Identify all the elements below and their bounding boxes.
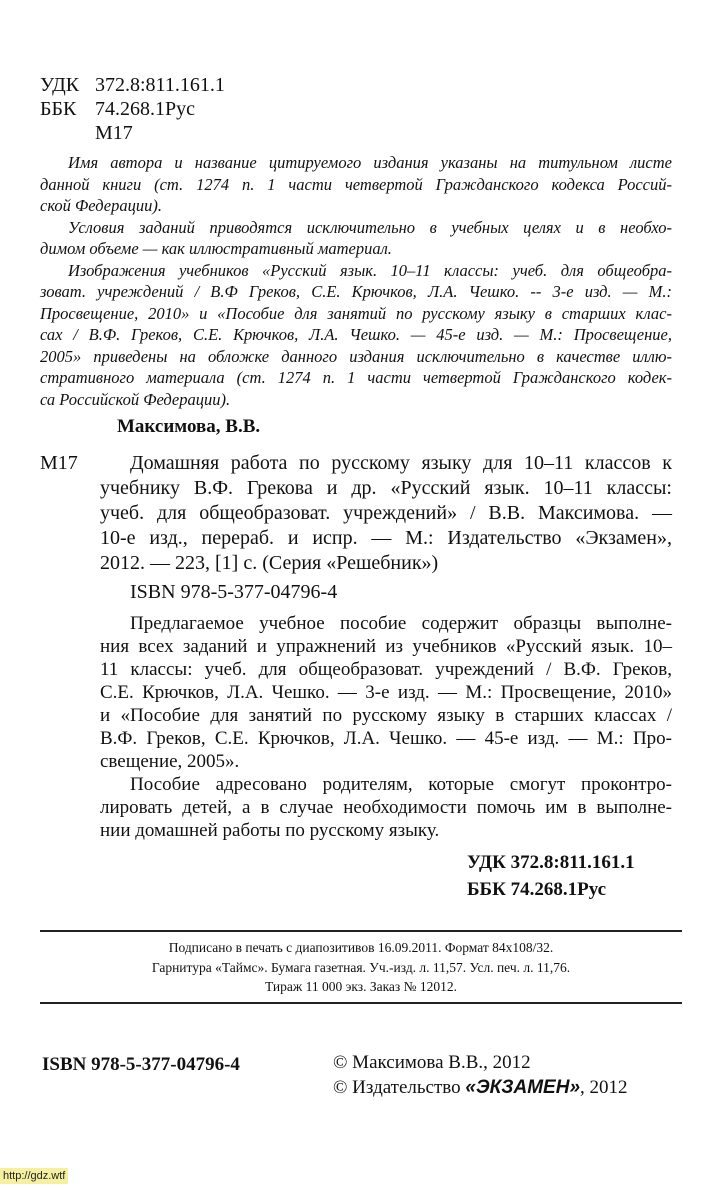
bib-line: учебнику В.Ф. Грекова и др. «Русский язык. 10–11 классы: xyxy=(100,477,672,499)
entry-mark: М17 xyxy=(40,452,78,474)
annotation-line: свещение, 2005». xyxy=(100,751,240,772)
bib-line: 10-е изд., перераб. и испр. — М.: Издательство «Экзамен», xyxy=(100,527,672,549)
copyright-prefix: © Издательство xyxy=(333,1077,466,1098)
note-line: стративного материала (ст. 1274 п. 1 части четвертой Гражданского кодек- xyxy=(40,368,672,387)
note-line: 2005» приведены на обложке данного издания исключительно в качестве иллю- xyxy=(40,346,672,366)
annotation-line: ния всех заданий и упражнений из учебников «Русский язык. 10– xyxy=(100,636,672,657)
publisher-brand: «ЭКЗАМЕН» xyxy=(465,1077,581,1098)
annotation-line: С.Е. Крючков, Л.А. Чешко. — 3-е изд. — М.: Просвещение, 2010» xyxy=(100,682,672,703)
note-line: Просвещение, 2010» и «Пособие для занятий по русскому языку в старших клас- xyxy=(40,303,672,323)
bib-line: Домашняя работа по русскому языку для 10–11 классов к xyxy=(130,452,672,474)
bbk-code: ББК 74.268.1Рус xyxy=(467,879,607,900)
bibliographic-description xyxy=(100,451,672,576)
divider-top xyxy=(40,930,682,932)
annotation-line: и «Пособие для занятий по русскому языку в старших классах / xyxy=(100,705,672,726)
udk-label: УДК xyxy=(40,74,80,96)
copyright-notes xyxy=(40,152,672,410)
imprint-line: Подписано в печать с диапозитивов 16.09.2011. Формат 84х108/32. xyxy=(168,940,554,955)
copyright-author: © Максимова В.В., 2012 xyxy=(333,1052,531,1073)
note-line: са Российской Федерации). xyxy=(40,389,231,409)
isbn-bottom: ISBN 978-5-377-04796-4 xyxy=(42,1054,240,1075)
imprint-line: Гарнитура «Таймс». Бумага газетная. Уч.-изд. л. 11,57. Усл. печ. л. 11,76. xyxy=(151,959,571,975)
udk-value: 372.8:811.161.1 xyxy=(95,74,225,96)
note-line: данной книги (ст. 1274 п. 1 части четвертой Гражданского кодекса Россий- xyxy=(40,174,672,194)
copyright-publisher xyxy=(333,1075,628,1100)
classification-codes-repeat xyxy=(467,849,635,903)
divider-bottom xyxy=(40,1002,682,1004)
isbn-entry: ISBN 978-5-377-04796-4 xyxy=(130,581,338,603)
author-mark: М17 xyxy=(95,122,133,144)
annotation-line: Предлагаемое учебное пособие содержит образцы выполне- xyxy=(130,613,672,634)
note-line: Имя автора и название цитируемого издания указаны на титульном листе xyxy=(68,153,672,172)
author-heading: Максимова, В.В. xyxy=(117,416,261,437)
note-line: Изображения учебников «Русский язык. 10–11 классы: учеб. для общеобра- xyxy=(68,260,672,280)
annotation-line: В.Ф. Греков, С.Е. Крючков, Л.А. Чешко. — 45-е изд. — М.: Про- xyxy=(100,728,672,749)
copyright-year: , 2012 xyxy=(580,1077,628,1098)
annotation-line: Пособие адресовано родителям, которые смогут проконтро- xyxy=(130,774,672,795)
bbk-label: ББК xyxy=(40,98,77,120)
imprint-line: Тираж 11 000 экз. Заказ № 12012. xyxy=(264,979,458,994)
note-line: димом объеме — как иллюстративный материал. xyxy=(40,239,392,258)
bib-line: 2012. — 223, [1] с. (Серия «Решебник») xyxy=(100,552,439,574)
imprint xyxy=(40,938,682,997)
annotation-line: 11 классы: учеб. для общеобразоват. учреждений / В.Ф. Греков, xyxy=(100,659,672,680)
note-line: ской Федерации). xyxy=(40,196,162,215)
bib-line: учеб. для общеобразоват. учреждений» / В.В. Максимова. — xyxy=(100,502,672,524)
note-line: Условия заданий приводятся исключительно в учебных целях и в необхо- xyxy=(68,217,672,237)
note-line: сах / В.Ф. Греков, С.Е. Крючков, Л.А. Чешко. — 45-е изд. — М.: Просвещение, xyxy=(40,325,672,344)
annotation xyxy=(100,612,672,842)
note-line: зоват. учреждений / В.Ф Греков, С.Е. Крючков, Л.А. Чешко. -- 3-е изд. — М.: xyxy=(40,282,672,301)
udk-code: УДК 372.8:811.161.1 xyxy=(467,852,635,873)
watermark-link[interactable]: http://gdz.wtf xyxy=(0,1168,68,1184)
annotation-line: лировать детей, а в случае необходимости помочь им в выполне- xyxy=(100,797,672,818)
copyright xyxy=(333,1050,628,1100)
annotation-line: нии домашней работы по русскому языку. xyxy=(100,820,440,841)
classification-codes xyxy=(40,73,225,145)
bbk-value: 74.268.1Рус xyxy=(95,98,195,120)
